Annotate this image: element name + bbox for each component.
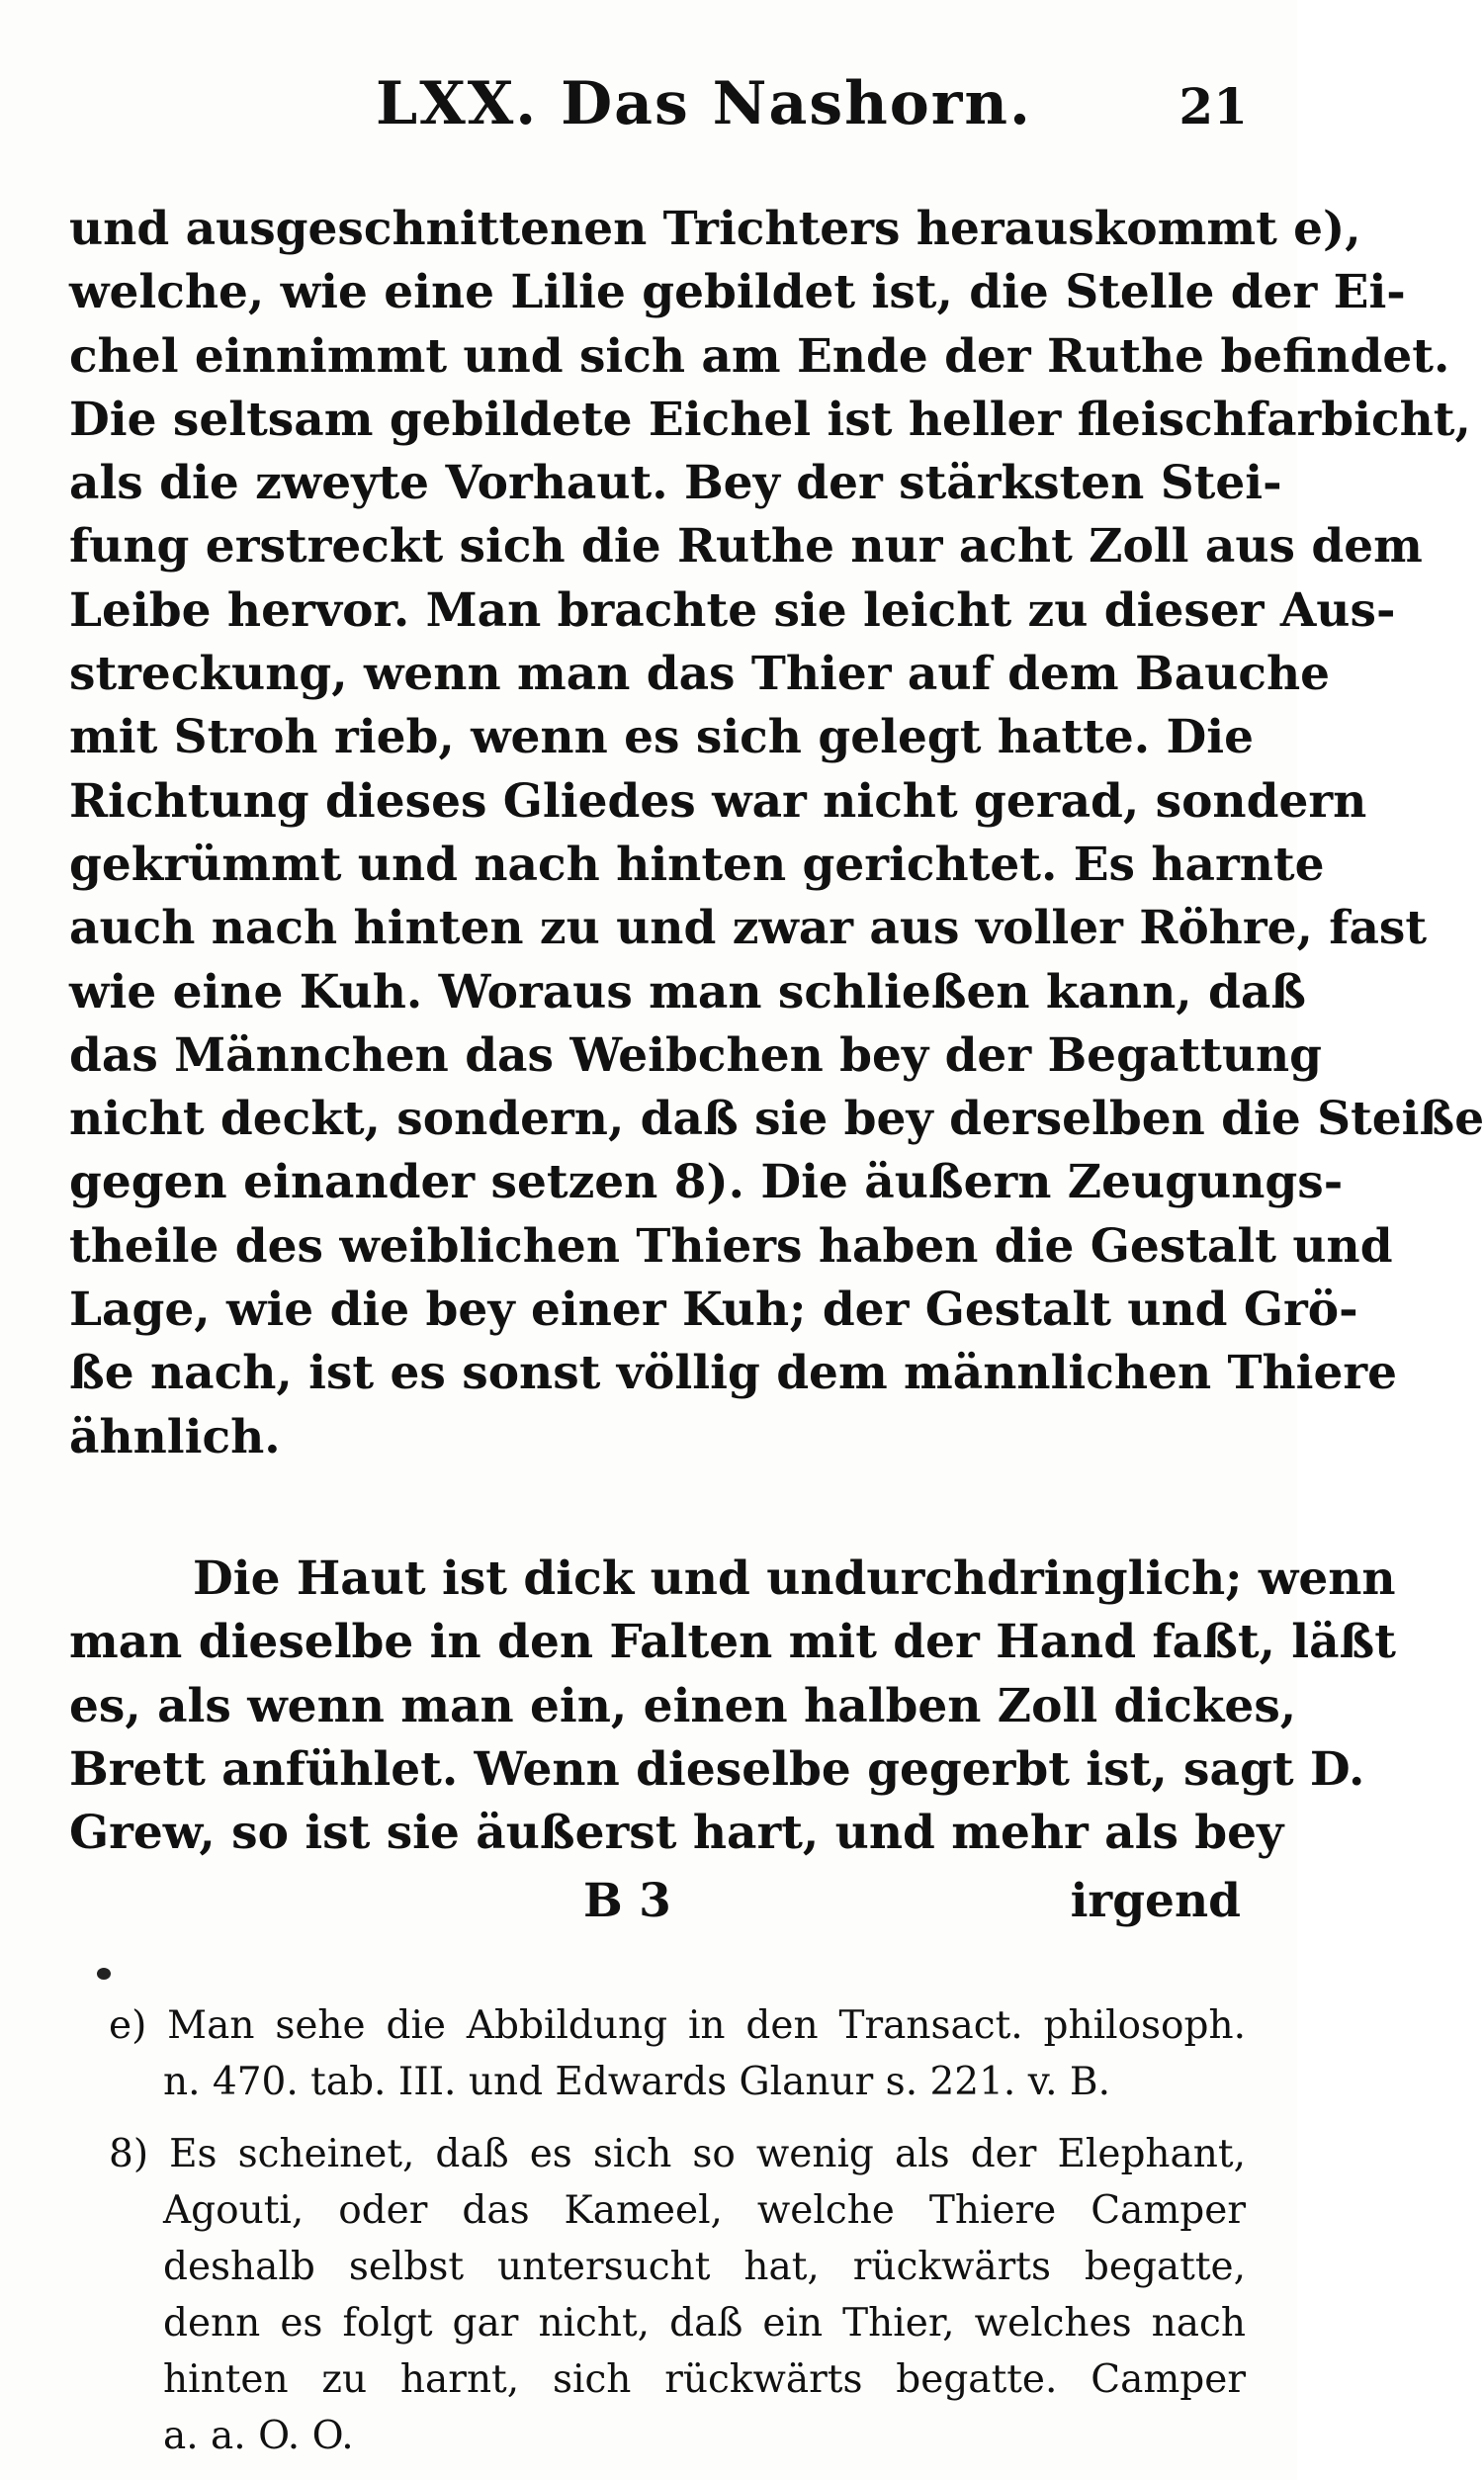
text-line: gegen einander setzen 8). Die äußern Zeugungs- [69,1155,1344,1210]
chapter-title: LXX. Das Nashorn. [376,69,1032,138]
text-line: mit Stroh rieb, wenn es sich gelegt hatte. Die [69,710,1254,765]
paragraph-1 [69,198,1484,1469]
signature-mark: B 3 [583,1874,671,1928]
footnote-line: 8) Es scheinet, daß es sich so wenig als der Elephant, [109,2132,1246,2176]
text-line: Richtung dieses Gliedes war nicht gerad, sondern [69,773,1367,829]
text-line: und ausgeschnittenen Trichters herauskommt e), [69,202,1361,256]
paragraph-2 [69,1548,1396,1865]
footnote-8 [109,2126,1246,2464]
text-line: gekrümmt und nach hinten gerichtet. Es harnte [69,837,1325,892]
text-line: Die Haut ist dick und undurchdringlich; wenn [193,1551,1396,1606]
text-line: das Männchen das Weibchen bey der Begattung [69,1027,1323,1083]
running-header [376,69,1248,148]
text-line: nicht deckt, sondern, daß sie bey derselben die Steiße [69,1092,1484,1147]
footnote-line: e) Man sehe die Abbildung in den Transact. philosoph. [109,2003,1246,2048]
footnote-line: n. 470. tab. III. und Edwards Glanur s. 221. v. B. [163,2060,1110,2104]
text-line: ähnlich. [69,1409,281,1464]
footnote-line: deshalb selbst untersucht hat, rückwärts begatte, [163,2245,1246,2289]
footnote-line: denn es folgt gar nicht, daß ein Thier, welches nach [163,2301,1246,2346]
text-line: Die seltsam gebildete Eichel ist heller fleischfarbicht, [69,392,1471,447]
text-line: als die zweyte Vorhaut. Bey der stärksten Stei- [69,456,1282,511]
text-line: Lage, wie die bey einer Kuh; der Gestalt und Grö- [69,1283,1358,1338]
text-line: Brett anfühlet. Wenn dieselbe gegerbt ist, sagt D. [69,1741,1365,1797]
text-line: theile des weiblichen Thiers haben die Gestalt und [69,1218,1393,1274]
text-line: streckung, wenn man das Thier auf dem Bauche [69,647,1331,702]
text-line: Leibe hervor. Man brachte sie leicht zu dieser Aus- [69,582,1396,638]
footnote-line: hinten zu harnt, sich rückwärts begatte. Camper [163,2357,1246,2402]
text-line: chel einnimmt und sich am Ende der Ruthe befindet. [69,328,1450,384]
text-line: ße nach, ist es sonst völlig dem männlichen Thiere [69,1346,1398,1401]
text-line: wie eine Kuh. Woraus man schließen kann, daß [69,964,1307,1019]
footnote-e [109,1997,1246,2110]
page-number: 21 [1178,77,1248,135]
footnote-line: Agouti, oder das Kameel, welche Thiere Camper [163,2188,1246,2233]
text-line: auch nach hinten zu und zwar aus voller Röhre, fast [69,901,1428,956]
text-line: es, als wenn man ein, einen halben Zoll dickes, [69,1678,1297,1733]
ink-speck [97,1968,111,1980]
catchword: irgend [1070,1874,1241,1928]
text-line: man dieselbe in den Falten mit der Hand faßt, läßt [69,1615,1396,1670]
text-line: welche, wie eine Lilie gebildet ist, die Stelle der Ei- [69,265,1406,320]
footnote-line: a. a. O. O. [163,2414,354,2458]
text-line: fung erstreckt sich die Ruthe nur acht Zoll aus dem [69,519,1423,575]
signature-row [69,1874,1241,1937]
text-line: Grew, so ist sie äußerst hart, und mehr als bey [69,1806,1284,1861]
